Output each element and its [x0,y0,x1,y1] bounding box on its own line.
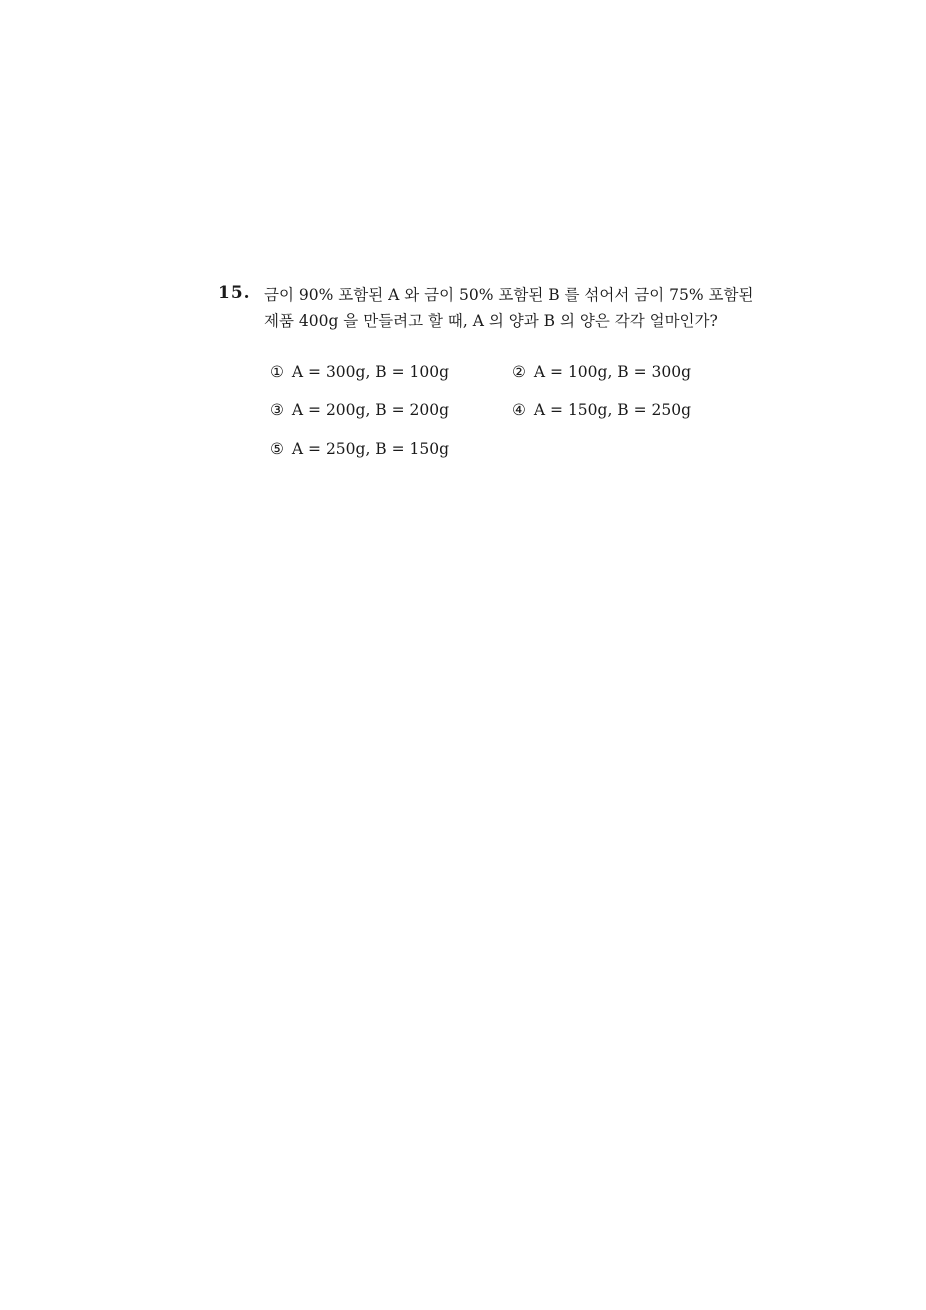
choice-3[interactable] [270,400,449,420]
question-number: 15. [218,283,251,303]
choice-1-mark: ① [270,363,284,381]
choice-5[interactable] [270,439,449,459]
question-text-line-1: 금이 90% 포함된 A 와 금이 50% 포함된 B 를 섞어서 금이 75% 포함된 [264,286,754,304]
question-text [264,282,764,334]
choice-1-text: A = 300g, B = 100g [291,363,450,381]
choice-3-mark: ③ [270,401,284,419]
answer-choices [270,362,740,492]
choice-4[interactable] [512,400,691,420]
choice-5-mark: ⑤ [270,440,284,458]
choice-2-text: A = 100g, B = 300g [533,363,692,381]
choice-4-text: A = 150g, B = 250g [533,401,692,419]
choice-4-mark: ④ [512,401,526,419]
question-text-line-2: 제품 400g 을 만들려고 할 때, A 의 양과 B 의 양은 각각 얼마인가? [264,312,718,330]
choice-2[interactable] [512,362,691,382]
choice-1[interactable] [270,362,449,382]
choice-3-text: A = 200g, B = 200g [291,401,450,419]
choice-2-mark: ② [512,363,526,381]
choice-5-text: A = 250g, B = 150g [291,440,450,458]
